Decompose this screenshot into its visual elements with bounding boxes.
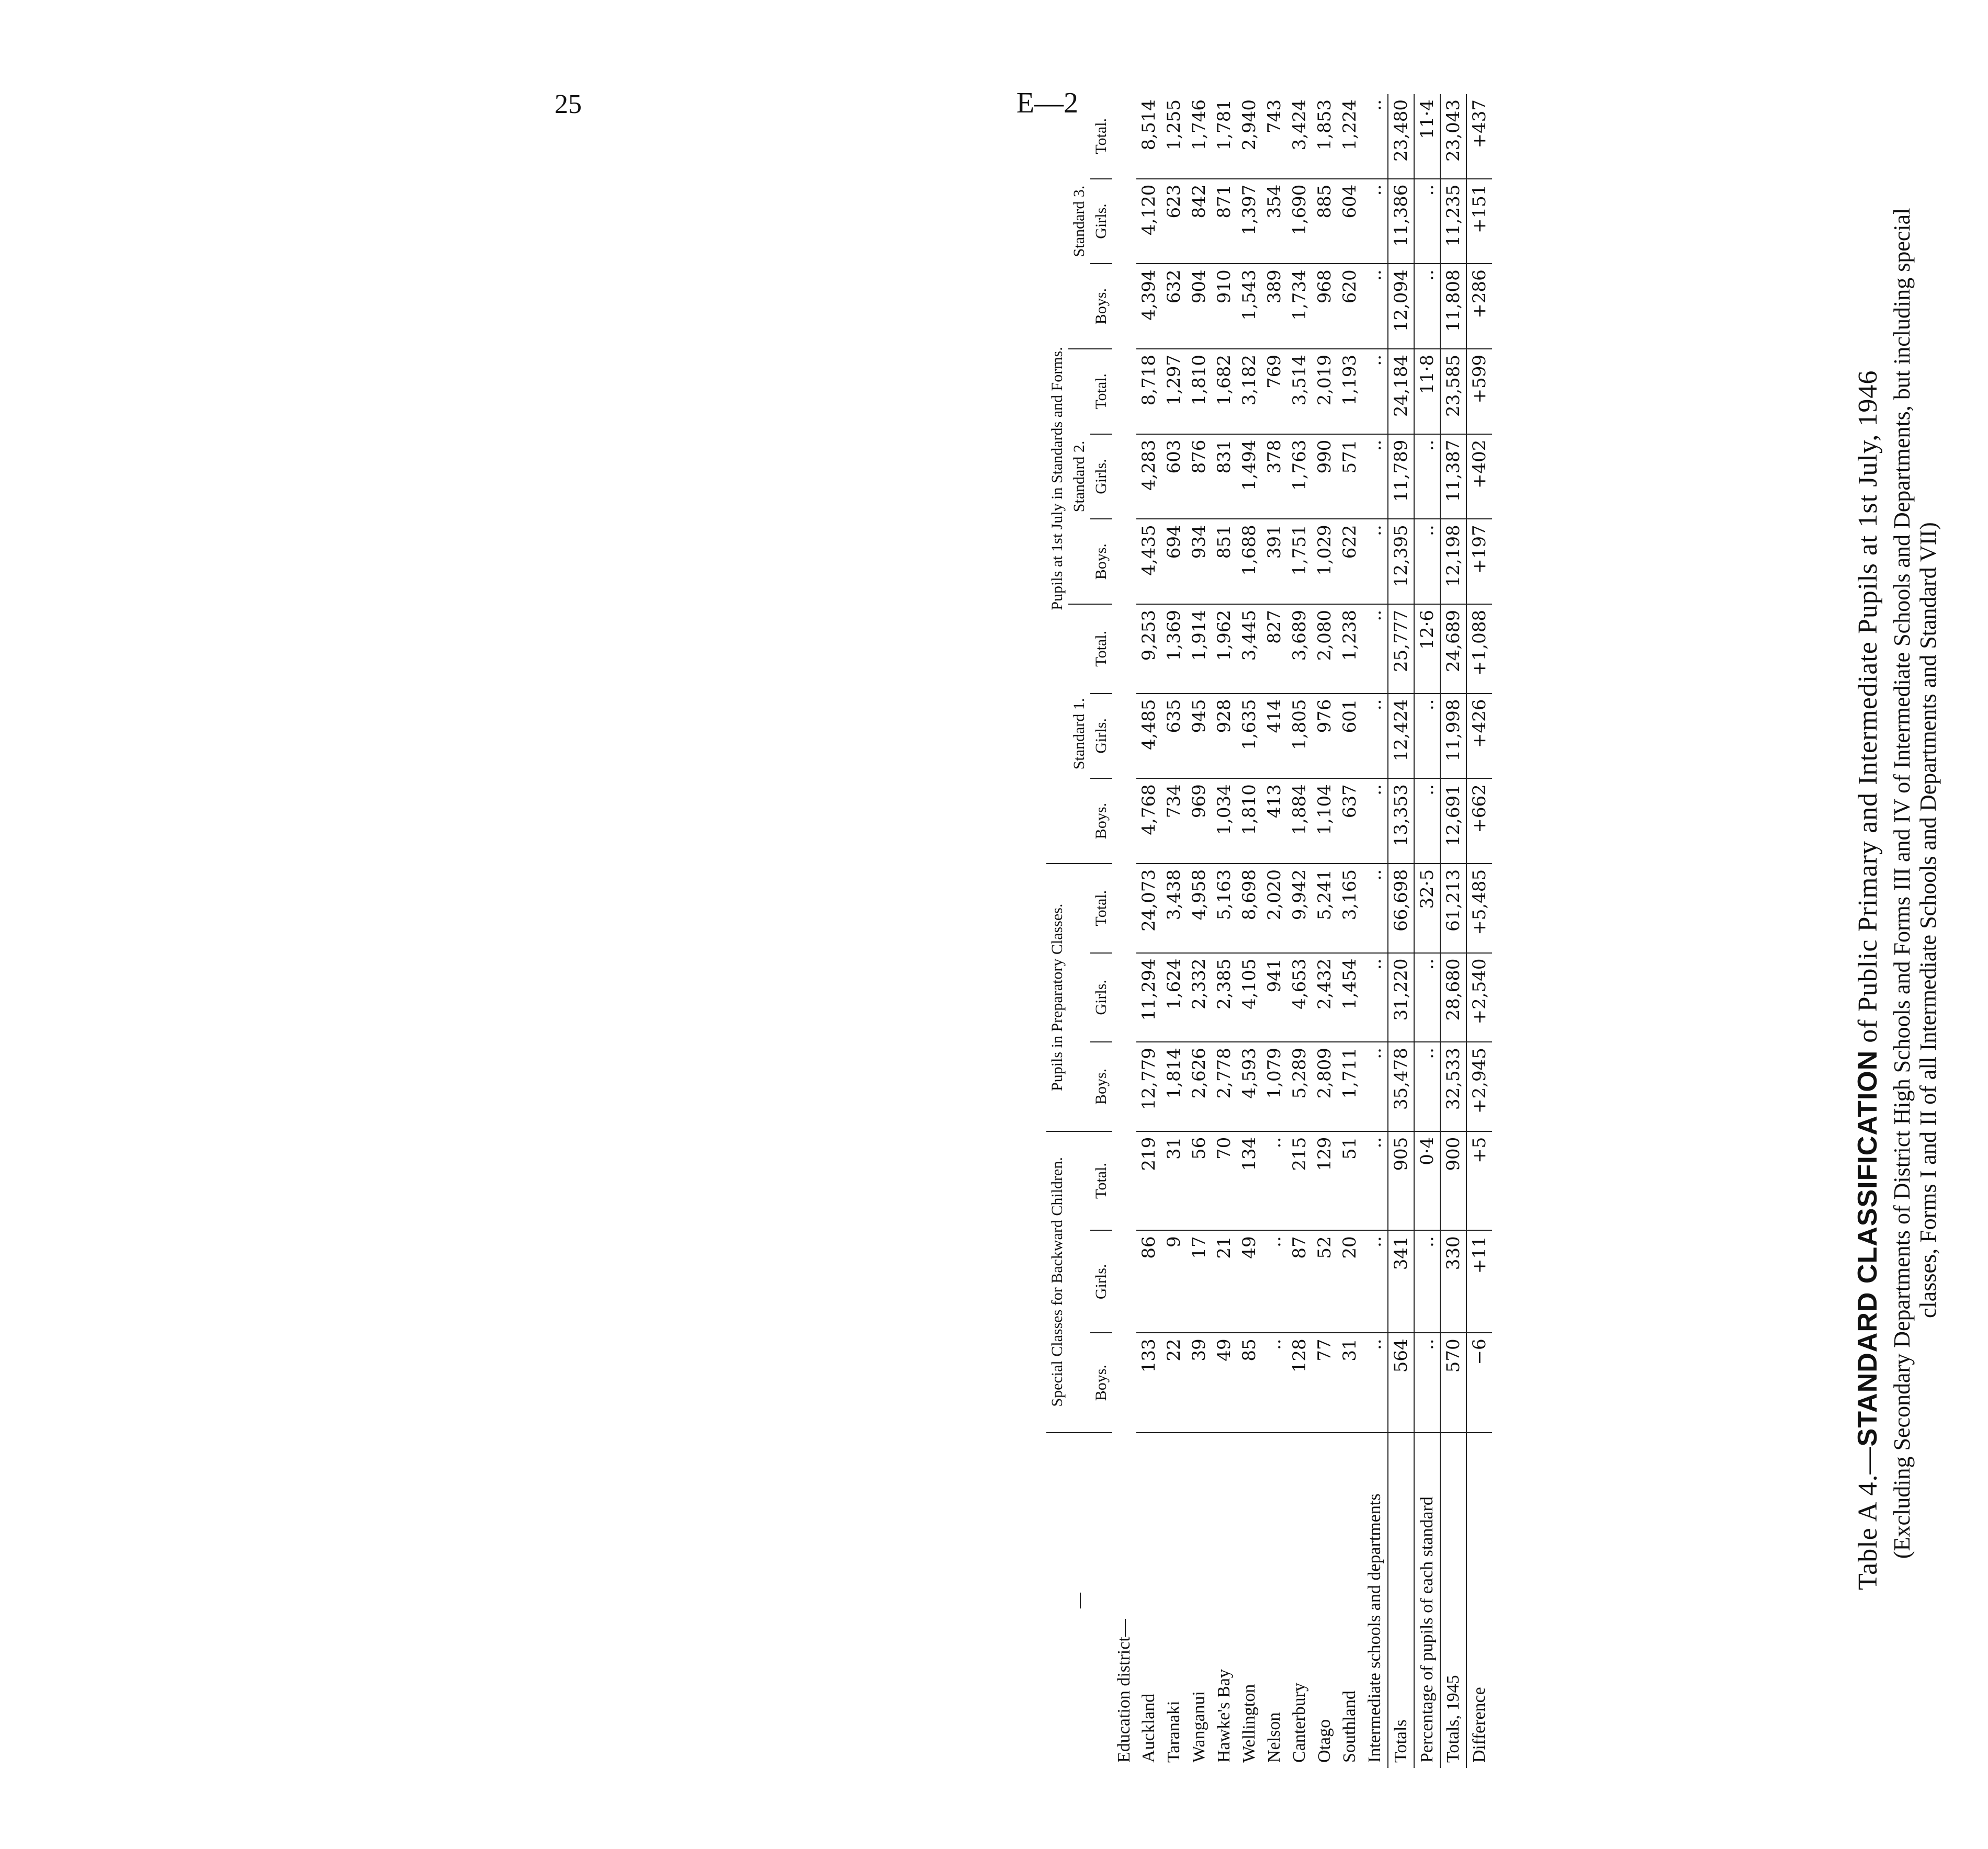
table-cell: 9,253: [1136, 604, 1161, 694]
table-cell: 2,080: [1312, 604, 1337, 694]
row-label: Auckland: [1139, 1693, 1158, 1763]
table-cell: ..: [1262, 1333, 1287, 1433]
table-cell: 32,533: [1440, 1042, 1466, 1131]
table-cell: 11,387: [1440, 434, 1466, 519]
table-cell: ..: [1414, 434, 1440, 519]
table-cell: 842: [1187, 179, 1212, 264]
table-cell: 66,698: [1388, 864, 1414, 953]
table-cell: 413: [1262, 778, 1287, 864]
table-cell: 1,624: [1161, 953, 1187, 1042]
table-cell: 635: [1161, 694, 1187, 779]
table-cell: 3,438: [1161, 864, 1187, 953]
table-cell: 86: [1136, 1230, 1161, 1333]
table-cell: 1,962: [1212, 604, 1237, 694]
table-cell: 1,814: [1161, 1042, 1187, 1131]
table-row: [1466, 94, 1492, 1768]
table-cell: ..: [1414, 1333, 1440, 1433]
table-cell: 1,079: [1262, 1042, 1287, 1131]
table-cell: 9,942: [1287, 864, 1312, 953]
table-cell: 13,353: [1388, 778, 1414, 864]
table-cell: 570: [1440, 1333, 1466, 1433]
table-cell: 1,682: [1212, 349, 1237, 434]
table-cell: 1,884: [1287, 778, 1312, 864]
subheader-girls: Girls.: [1090, 179, 1112, 264]
section-label: Education district—: [1114, 1619, 1134, 1763]
table-cell: 1,781: [1212, 94, 1237, 179]
table-cell: 2,809: [1312, 1042, 1337, 1131]
table-cell: 3,689: [1287, 604, 1312, 694]
table-cell: 129: [1312, 1131, 1337, 1231]
table-cell: 56: [1187, 1131, 1212, 1231]
row-label: Otago: [1315, 1719, 1334, 1763]
table-cell: ..: [1414, 1042, 1440, 1131]
table-cell: 11,808: [1440, 264, 1466, 349]
table-cell: 4,120: [1136, 179, 1161, 264]
row-label: Hawke's Bay: [1214, 1669, 1234, 1763]
table-cell: ..: [1362, 519, 1388, 604]
subheader-girls: Girls.: [1090, 694, 1112, 779]
table-cell: 1,810: [1187, 349, 1212, 434]
table-cell: 564: [1388, 1333, 1414, 1433]
page-code: E—2: [1016, 87, 1078, 119]
table-cell: 12,691: [1440, 778, 1466, 864]
table-cell: 910: [1212, 264, 1237, 349]
table-cell: 23,043: [1440, 94, 1466, 179]
table-cell: 827: [1262, 604, 1287, 694]
table-cell: 1,914: [1187, 604, 1212, 694]
table-cell: 1,297: [1161, 349, 1187, 434]
table-cell: 1,853: [1312, 94, 1337, 179]
table-cell: 4,394: [1136, 264, 1161, 349]
table-row: [1337, 94, 1362, 1768]
table-cell: 31,220: [1388, 953, 1414, 1042]
table-cell: 128: [1287, 1333, 1312, 1433]
table-cell: 5,163: [1212, 864, 1237, 953]
table-cell: 9: [1161, 1230, 1187, 1333]
table-cell: 70: [1212, 1131, 1237, 1231]
table-cell: ..: [1414, 1230, 1440, 1333]
table-cell: +197: [1466, 519, 1492, 604]
table-cell: +2,945: [1466, 1042, 1492, 1131]
table-cell: 330: [1440, 1230, 1466, 1333]
table-cell: 378: [1262, 434, 1287, 519]
table-cell: ..: [1362, 604, 1388, 694]
table-cell: 32·5: [1414, 864, 1440, 953]
table-cell: 20: [1337, 1230, 1362, 1333]
preparatory-spacer: [1068, 864, 1090, 1131]
table-cell: 601: [1337, 694, 1362, 779]
table-cell: 24,073: [1136, 864, 1161, 953]
subtitle-line-1: (Excluding Secondary Departments of District High Schools and Forms III and IV of Intermediate Schools and Departments, but including special: [1889, 208, 1915, 1559]
table-cell: 604: [1337, 179, 1362, 264]
table-cell: 904: [1187, 264, 1212, 349]
table-row: [1312, 94, 1337, 1768]
standard-2-header: Standard 2.: [1068, 349, 1090, 604]
table-cell: 414: [1262, 694, 1287, 779]
table-cell: 900: [1440, 1131, 1466, 1231]
table-cell: 134: [1237, 1131, 1262, 1231]
table-cell: 28,680: [1440, 953, 1466, 1042]
special-spacer: [1068, 1131, 1090, 1433]
table-cell: 52: [1312, 1230, 1337, 1333]
table-cell: 39: [1187, 1333, 1212, 1433]
table-cell: 77: [1312, 1333, 1337, 1433]
table-cell: 885: [1312, 179, 1337, 264]
table-cell: 2,019: [1312, 349, 1337, 434]
special-classes-header: Special Classes for Backward Children.: [1046, 1131, 1068, 1433]
table-title: [1852, 370, 1883, 1590]
table-cell: ..: [1362, 694, 1388, 779]
table-cell: 976: [1312, 694, 1337, 779]
table-cell: 354: [1262, 179, 1287, 264]
subheader-total: Total.: [1090, 94, 1112, 179]
subheader-girls: Girls.: [1090, 434, 1112, 519]
table-cell: ..: [1362, 1042, 1388, 1131]
table-cell: 4,105: [1237, 953, 1262, 1042]
table-cell: 11,998: [1440, 694, 1466, 779]
table-cell: +5: [1466, 1131, 1492, 1231]
table-cell: 5,241: [1312, 864, 1337, 953]
table-cell: 831: [1212, 434, 1237, 519]
table-cell: 219: [1136, 1131, 1161, 1231]
row-label: Wanganui: [1189, 1691, 1208, 1763]
table-cell: 1,763: [1287, 434, 1312, 519]
table-cell: 632: [1161, 264, 1187, 349]
subheader-boys: Boys.: [1090, 778, 1112, 864]
table-cell: 2,020: [1262, 864, 1287, 953]
subheader-boys: Boys.: [1090, 1042, 1112, 1131]
table-cell: +662: [1466, 778, 1492, 864]
table-row: [1212, 94, 1237, 1768]
table-cell: 8,698: [1237, 864, 1262, 953]
table-cell: ..: [1362, 94, 1388, 179]
table-cell: 3,165: [1337, 864, 1362, 953]
table-cell: 23,480: [1388, 94, 1414, 179]
table-cell: 945: [1187, 694, 1212, 779]
table-cell: ..: [1414, 519, 1440, 604]
table-cell: ..: [1414, 264, 1440, 349]
table-cell: +599: [1466, 349, 1492, 434]
table-cell: 61,213: [1440, 864, 1466, 953]
table-cell: 4,768: [1136, 778, 1161, 864]
table-cell: +11: [1466, 1230, 1492, 1333]
table-cell: 3,182: [1237, 349, 1262, 434]
table-cell: +426: [1466, 694, 1492, 779]
table-cell: 4,435: [1136, 519, 1161, 604]
subheader-girls: Girls.: [1090, 1230, 1112, 1333]
table-cell: 11·8: [1414, 349, 1440, 434]
table-cell: 35,478: [1388, 1042, 1414, 1131]
table-cell: 49: [1237, 1230, 1262, 1333]
table-cell: ..: [1414, 778, 1440, 864]
table-cell: 968: [1312, 264, 1337, 349]
subheader-total: Total.: [1090, 1131, 1112, 1231]
table-cell: 969: [1187, 778, 1212, 864]
table-cell: ..: [1362, 778, 1388, 864]
title-rest: of Public Primary and Intermediate Pupils at 1st July, 1946: [1853, 370, 1883, 1050]
table-cell: 2,385: [1212, 953, 1237, 1042]
table-cell: ..: [1362, 349, 1388, 434]
subtitle-line-2: classes, Forms I and II of all Intermediate Schools and Departments and Standard VII): [1915, 522, 1941, 1318]
table-cell: 990: [1312, 434, 1337, 519]
row-label: Taranaki: [1164, 1700, 1183, 1763]
table-cell: 31: [1337, 1333, 1362, 1433]
table-cell: 905: [1388, 1131, 1414, 1231]
row-label: Nelson: [1264, 1712, 1284, 1763]
table-row: [1262, 94, 1287, 1768]
row-label: Totals: [1388, 1433, 1414, 1768]
table-cell: 1,810: [1237, 778, 1262, 864]
table-cell: 215: [1287, 1131, 1312, 1231]
table-cell: 1,034: [1212, 778, 1237, 864]
table-cell: 133: [1136, 1333, 1161, 1433]
table-cell: ..: [1362, 1333, 1388, 1433]
table-cell: 5,289: [1287, 1042, 1312, 1131]
subheader-girls: Girls.: [1090, 953, 1112, 1042]
table-cell: ..: [1262, 1230, 1287, 1333]
table-cell: 1,746: [1187, 94, 1212, 179]
table-cell: ..: [1414, 179, 1440, 264]
table-cell: 4,283: [1136, 434, 1161, 519]
table-cell: 876: [1187, 434, 1212, 519]
rotated-table-inner: [1046, 94, 1988, 1768]
table-cell: 941: [1262, 953, 1287, 1042]
table-cell: 87: [1287, 1230, 1312, 1333]
table-cell: +151: [1466, 179, 1492, 264]
table-cell: 1,255: [1161, 94, 1187, 179]
table-cell: ..: [1362, 1131, 1388, 1231]
table-cell: 12·6: [1414, 604, 1440, 694]
table-cell: 571: [1337, 434, 1362, 519]
table-cell: 1,369: [1161, 604, 1187, 694]
rotated-table-region: [1046, 94, 1988, 1768]
table-cell: 2,778: [1212, 1042, 1237, 1131]
standard-1-header: Standard 1.: [1068, 604, 1090, 864]
table-cell: 2,940: [1237, 94, 1262, 179]
row-label: Southland: [1340, 1691, 1359, 1763]
subheader-boys: Boys.: [1090, 264, 1112, 349]
table-cell: 4,593: [1237, 1042, 1262, 1131]
subheader-total: Total.: [1090, 864, 1112, 953]
table-cell: 389: [1262, 264, 1287, 349]
table-cell: 11·4: [1414, 94, 1440, 179]
table-body: [1112, 94, 1492, 1768]
stub-header: —: [1070, 1593, 1088, 1608]
table-cell: 1,454: [1337, 953, 1362, 1042]
table-cell: 51: [1337, 1131, 1362, 1231]
table-cell: 341: [1388, 1230, 1414, 1333]
table-cell: 3,424: [1287, 94, 1312, 179]
row-label: Intermediate schools and departments: [1365, 1493, 1384, 1763]
subheader-boys: Boys.: [1090, 519, 1112, 604]
table-cell: 1,688: [1237, 519, 1262, 604]
table-cell: 1,543: [1237, 264, 1262, 349]
table-cell: 734: [1161, 778, 1187, 864]
table-cell: 12,395: [1388, 519, 1414, 604]
table-cell: +402: [1466, 434, 1492, 519]
table-cell: 694: [1161, 519, 1187, 604]
table-cell: 1,711: [1337, 1042, 1362, 1131]
table-cell: +1,088: [1466, 604, 1492, 694]
table-cell: 3,445: [1237, 604, 1262, 694]
row-label: Difference: [1466, 1433, 1492, 1768]
table-cell: +5,485: [1466, 864, 1492, 953]
table-cell: 620: [1337, 264, 1362, 349]
table-cell: 4,958: [1187, 864, 1212, 953]
table-cell: 1,494: [1237, 434, 1262, 519]
table-row: [1414, 94, 1440, 1768]
subheader-total: Total.: [1090, 604, 1112, 694]
table-cell: 17: [1187, 1230, 1212, 1333]
table-cell: 1,635: [1237, 694, 1262, 779]
table-cell: 769: [1262, 349, 1287, 434]
standard-classification-table: [1046, 94, 1492, 1768]
table-cell: ..: [1362, 179, 1388, 264]
table-cell: 928: [1212, 694, 1237, 779]
table-cell: 1,690: [1287, 179, 1312, 264]
table-cell: 24,184: [1388, 349, 1414, 434]
table-cell: 85: [1237, 1333, 1262, 1433]
page-number: 25: [555, 89, 582, 119]
table-cell: 31: [1161, 1131, 1187, 1231]
table-cell: 851: [1212, 519, 1237, 604]
table-row: [1440, 94, 1466, 1768]
table-cell: 11,294: [1136, 953, 1161, 1042]
table-cell: 2,332: [1187, 953, 1212, 1042]
table-cell: 4,485: [1136, 694, 1161, 779]
table-row: [1237, 94, 1262, 1768]
table-cell: +286: [1466, 264, 1492, 349]
subheader-total: Total.: [1090, 349, 1112, 434]
table-cell: 8,514: [1136, 94, 1161, 179]
table-cell: −6: [1466, 1333, 1492, 1433]
table-cell: 3,514: [1287, 349, 1312, 434]
table-cell: 1,805: [1287, 694, 1312, 779]
table-cell: 23,585: [1440, 349, 1466, 434]
table-cell: ..: [1362, 1230, 1388, 1333]
table-cell: 1,397: [1237, 179, 1262, 264]
table-cell: +437: [1466, 94, 1492, 179]
table-cell: ..: [1362, 264, 1388, 349]
table-cell: 623: [1161, 179, 1187, 264]
table-cell: 12,424: [1388, 694, 1414, 779]
table-cell: 391: [1262, 519, 1287, 604]
table-row: [1388, 94, 1414, 1768]
table-cell: 1,751: [1287, 519, 1312, 604]
table-cell: ..: [1262, 1131, 1287, 1231]
table-cell: 2,432: [1312, 953, 1337, 1042]
table-row: [1161, 94, 1187, 1768]
table-cell: 603: [1161, 434, 1187, 519]
title-bold: STANDARD CLASSIFICATION: [1853, 1050, 1883, 1447]
table-row: [1136, 94, 1161, 1768]
row-label: Wellington: [1239, 1684, 1259, 1763]
table-cell: 637: [1337, 778, 1362, 864]
table-cell: 25,777: [1388, 604, 1414, 694]
table-cell: ..: [1414, 694, 1440, 779]
table-cell: 11,235: [1440, 179, 1466, 264]
table-cell: 622: [1337, 519, 1362, 604]
title-prefix: Table A 4.—: [1853, 1446, 1883, 1590]
table-cell: 0·4: [1414, 1131, 1440, 1231]
standards-group-header: Pupils at 1st July in Standards and Forms.: [1046, 94, 1068, 864]
table-cell: 21: [1212, 1230, 1237, 1333]
preparatory-header: Pupils in Preparatory Classes.: [1046, 864, 1068, 1131]
table-cell: 2,626: [1187, 1042, 1212, 1131]
table-cell: 22: [1161, 1333, 1187, 1433]
subheader-boys: Boys.: [1090, 1333, 1112, 1433]
table-cell: ..: [1362, 953, 1388, 1042]
table-cell: +2,540: [1466, 953, 1492, 1042]
table-cell: 743: [1262, 94, 1287, 179]
table-cell: ..: [1362, 864, 1388, 953]
row-label: Percentage of pupils of each standard: [1414, 1433, 1440, 1768]
row-label: Totals, 1945: [1440, 1433, 1466, 1768]
table-cell: 1,193: [1337, 349, 1362, 434]
table-cell: 24,689: [1440, 604, 1466, 694]
table-cell: 1,238: [1337, 604, 1362, 694]
table-cell: ..: [1362, 434, 1388, 519]
standard-3-header: Standard 3.: [1068, 94, 1090, 349]
table-row: [1362, 94, 1388, 1768]
row-label: Canterbury: [1290, 1683, 1309, 1763]
table-cell: 934: [1187, 519, 1212, 604]
table-cell: 1,224: [1337, 94, 1362, 179]
table-row: [1287, 94, 1312, 1768]
table-cell: 12,779: [1136, 1042, 1161, 1131]
table-cell: 12,094: [1388, 264, 1414, 349]
table-cell: 871: [1212, 179, 1237, 264]
table-cell: 11,386: [1388, 179, 1414, 264]
table-cell: 49: [1212, 1333, 1237, 1433]
table-cell: 4,653: [1287, 953, 1312, 1042]
table-cell: 1,734: [1287, 264, 1312, 349]
table-cell: 11,789: [1388, 434, 1414, 519]
table-row: [1187, 94, 1212, 1768]
table-cell: 12,198: [1440, 519, 1466, 604]
table-cell: 1,104: [1312, 778, 1337, 864]
table-cell: 8,718: [1136, 349, 1161, 434]
table-cell: ..: [1414, 953, 1440, 1042]
table-cell: 1,029: [1312, 519, 1337, 604]
